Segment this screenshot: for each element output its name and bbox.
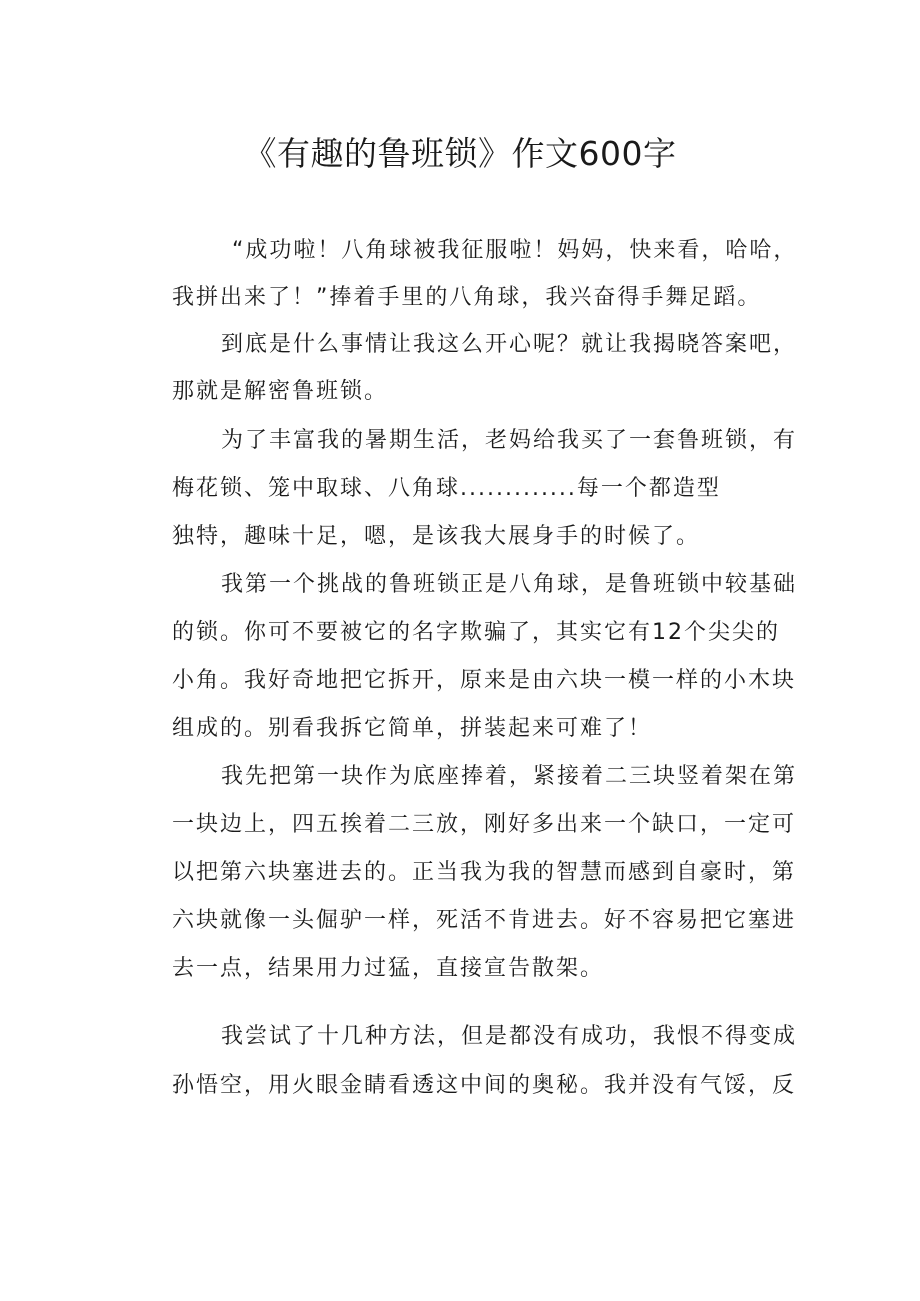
- paragraph-line: 独特，趣味十足，嗯，是该我大展身手的时候了。: [172, 524, 701, 549]
- paragraph-line: 为了丰富我的暑期生活，老妈给我买了一套鲁班锁，有: [221, 428, 798, 453]
- paragraph-line: 我尝试了十几种方法，但是都没有成功，我恨不得变成: [221, 1024, 798, 1049]
- paragraph-line: 小角。我好奇地把它拆开，原来是由六块一模一样的小木块: [172, 668, 797, 693]
- paragraph-line: 六块就像一头倔驴一样，死活不肯进去。好不容易把它塞进: [172, 908, 797, 933]
- paragraph-line: 组成的。别看我拆它简单，拼装起来可难了！: [172, 716, 653, 741]
- paragraph-line: 梅花锁、笼中取球、八角球.............每一个都造型: [172, 476, 721, 501]
- paragraph-line: 孙悟空，用火眼金睛看透这中间的奥秘。我并没有气馁，反: [172, 1073, 797, 1098]
- paragraph-line: 我先把第一块作为底座捧着，紧接着二三块竖着架在第: [221, 764, 798, 789]
- paragraph-line: 一块边上，四五挨着二三放，刚好多出来一个缺口，一定可: [172, 812, 797, 837]
- paragraph-line: 的锁。你可不要被它的名字欺骗了，其实它有12个尖尖的: [172, 620, 780, 645]
- document-title: 《有趣的鲁班锁》作文600字: [243, 134, 677, 173]
- paragraph-line: 以把第六块塞进去的。正当我为我的智慧而感到自豪时，第: [172, 860, 797, 885]
- paragraph-line: 我拼出来了！”捧着手里的八角球，我兴奋得手舞足蹈。: [172, 285, 762, 310]
- paragraph-line: 那就是解密鲁班锁。: [172, 379, 389, 404]
- paragraph-line: “成功啦！八角球被我征服啦！妈妈，快来看，哈哈，: [232, 238, 798, 263]
- paragraph-line: 我第一个挑战的鲁班锁正是八角球，是鲁班锁中较基础: [221, 572, 798, 597]
- paragraph-line: 到底是什么事情让我这么开心呢？就让我揭晓答案吧，: [221, 332, 798, 357]
- paragraph-line: 去一点，结果用力过猛，直接宣告散架。: [172, 956, 605, 981]
